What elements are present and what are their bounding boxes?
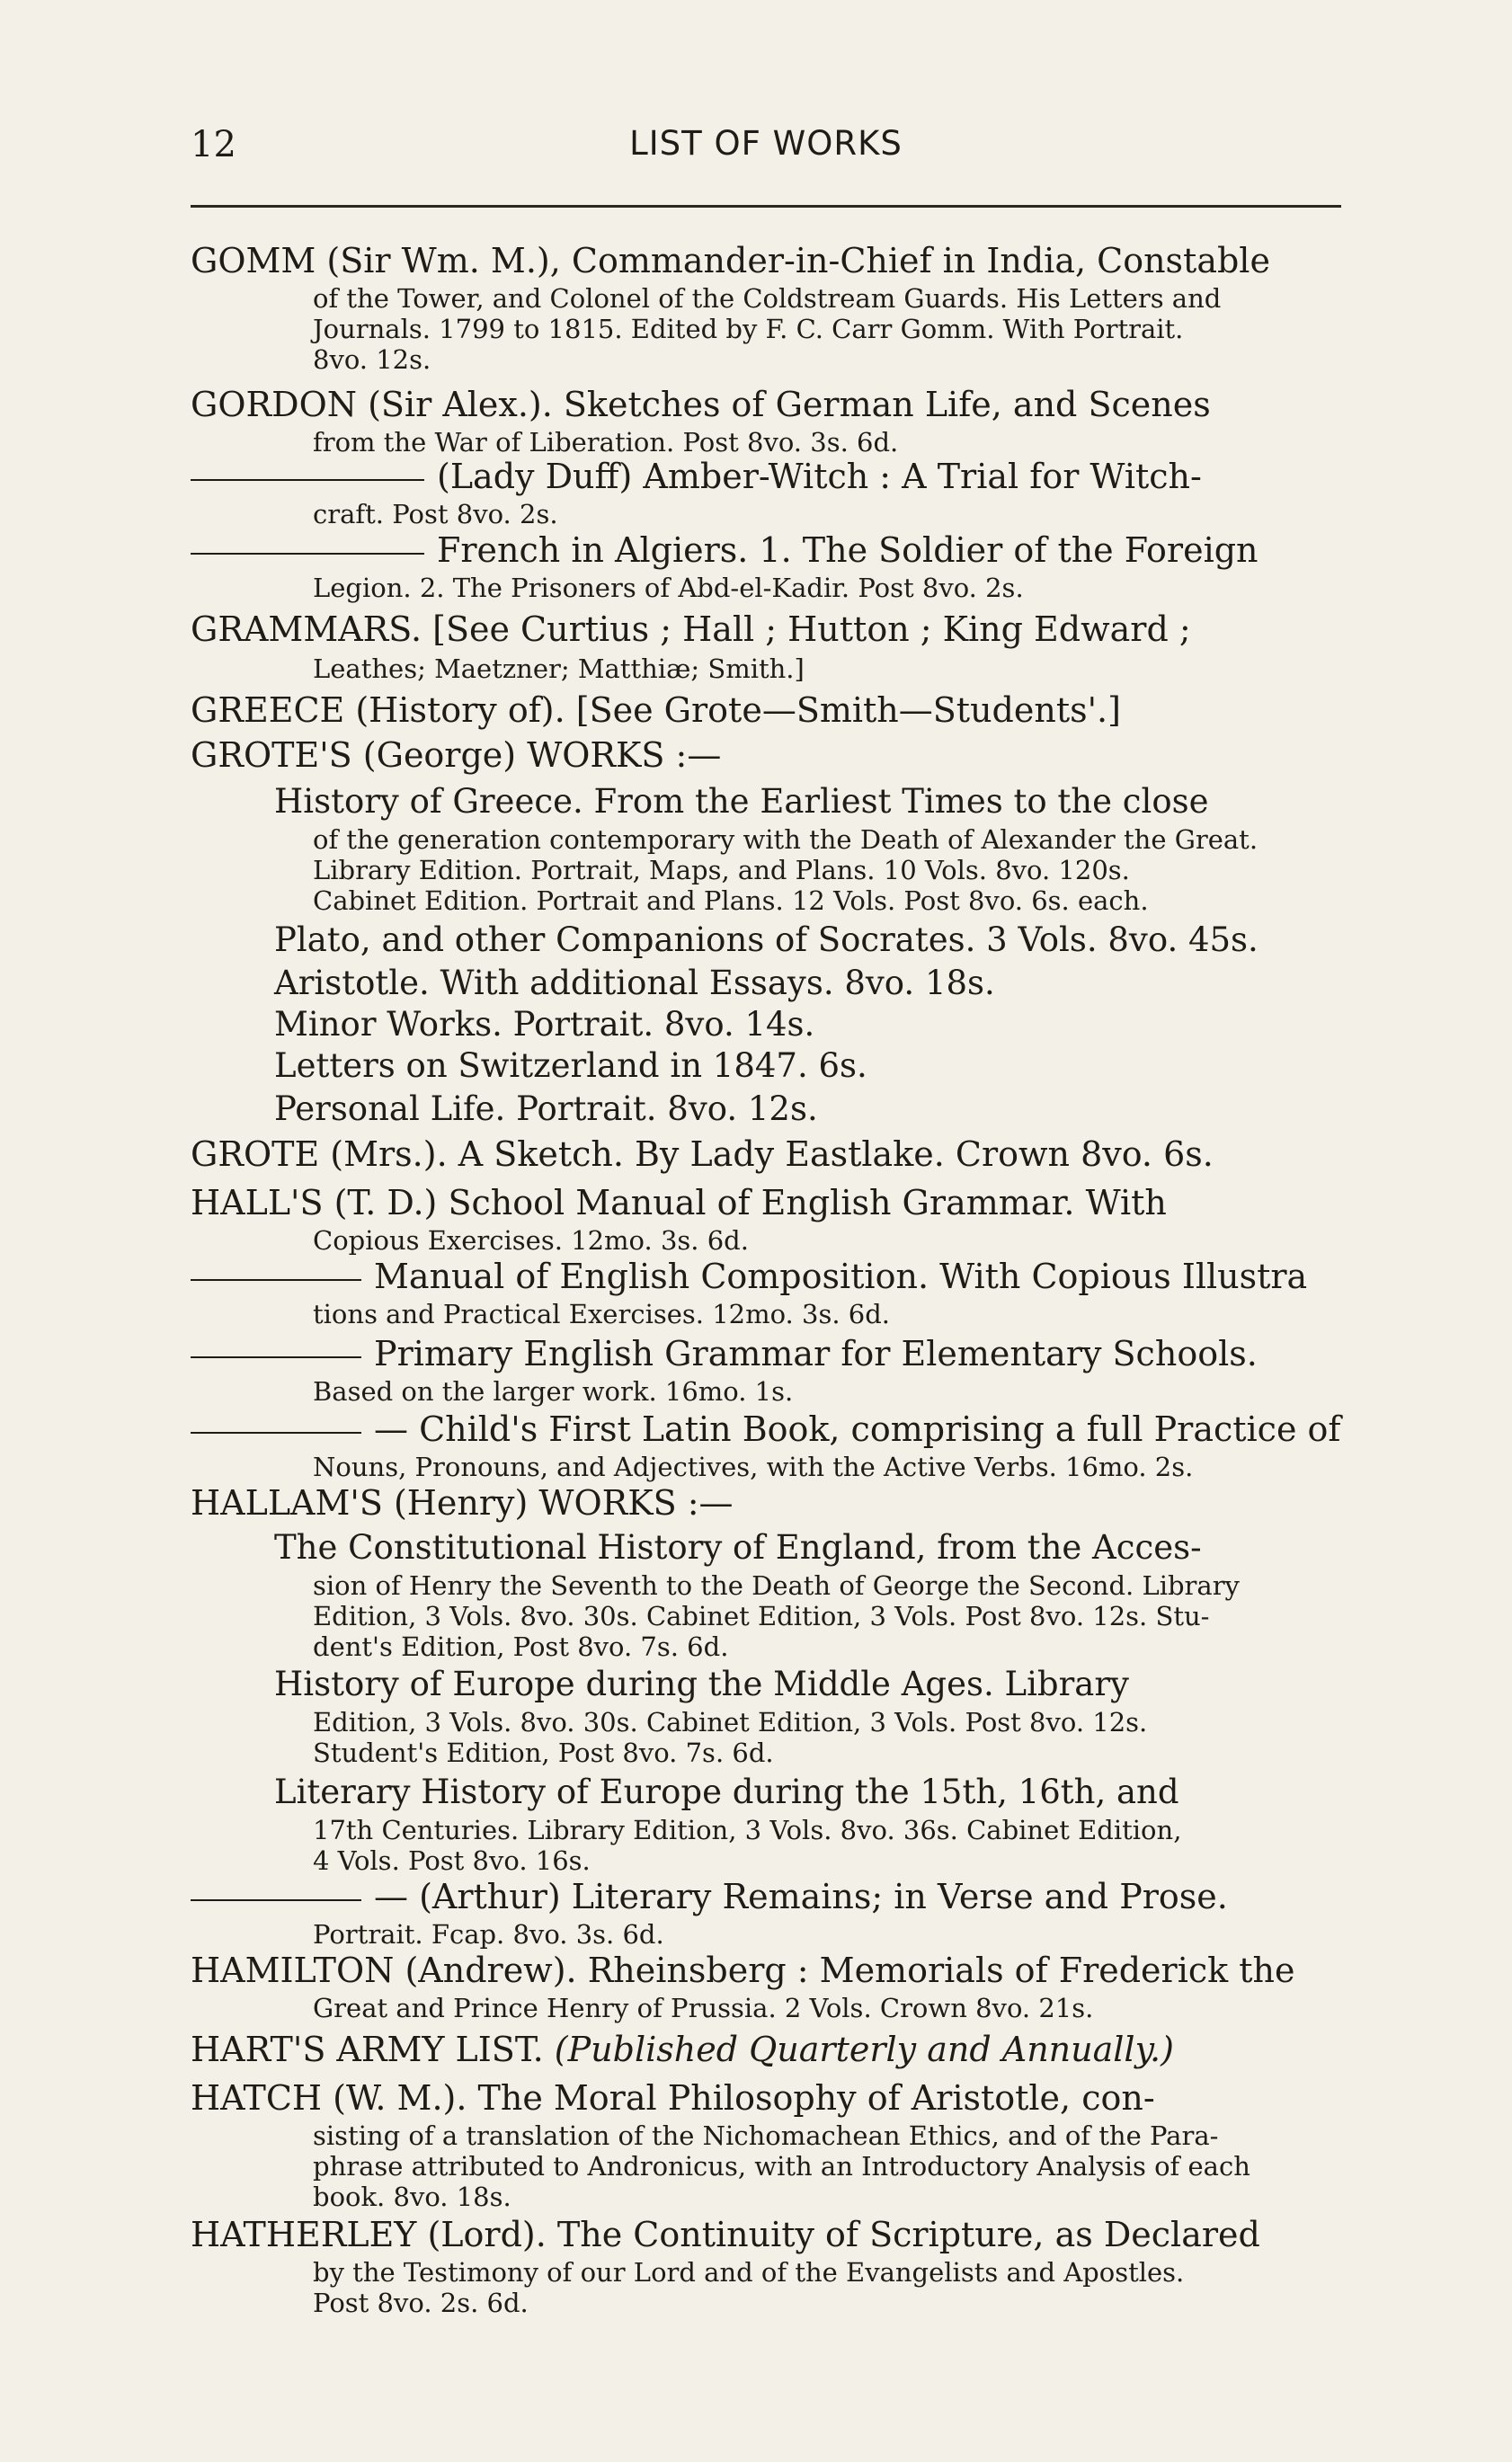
grote-history-line: Cabinet Edition. Portrait and Plans. 12 Vols. Post 8vo. 6s. each. bbox=[313, 885, 1149, 916]
entry-hall-line: Based on the larger work. 16mo. 1s. bbox=[313, 1376, 794, 1407]
running-head: LIST OF WORKS bbox=[629, 124, 903, 163]
page-number: 12 bbox=[191, 124, 236, 165]
entry-hall-line: tions and Practical Exercises. 12mo. 3s. 6d. bbox=[313, 1299, 890, 1329]
entry-hall-line: Copious Exercises. 12mo. 3s. 6d. bbox=[313, 1225, 749, 1256]
ditto-dash bbox=[191, 1279, 361, 1281]
entry-hallam-arthur: — (Arthur) Literary Remains; in Verse and Prose. bbox=[191, 1877, 1228, 1916]
entry-gordon-line: from the War of Liberation. Post 8vo. 3s. 6d. bbox=[313, 427, 899, 458]
grote-aristotle: Aristotle. With additional Essays. 8vo. 18s. bbox=[274, 964, 995, 1002]
entry-hall-title: HALL'S (T. D.) School Manual of English Grammar. With bbox=[191, 1183, 1167, 1222]
hallam-constitutional-line: Edition, 3 Vols. 8vo. 30s. Cabinet Edition, 3 Vols. Post 8vo. 12s. Stu- bbox=[313, 1601, 1210, 1631]
entry-gordon-line: craft. Post 8vo. 2s. bbox=[313, 499, 558, 529]
entry-hatherley-line: by the Testimony of our Lord and of the Evangelists and Apostles. bbox=[313, 2257, 1185, 2288]
entry-hart-title: HART'S ARMY LIST. (Published Quarterly and Annually.) bbox=[191, 2030, 1174, 2069]
grote-history-title: History of Greece. From the Earliest Times to the close bbox=[274, 782, 1209, 821]
grote-letters: Letters on Switzerland in 1847. 6s. bbox=[274, 1046, 867, 1085]
entry-gordon-duff: (Lady Duff) Amber-Witch : A Trial for Witch- bbox=[191, 457, 1202, 496]
hallam-middle-ages: History of Europe during the Middle Ages. Library bbox=[274, 1665, 1129, 1703]
entry-hamilton-title: HAMILTON (Andrew). Rheinsberg : Memorials of Frederick the bbox=[191, 1951, 1295, 1990]
ditto-dash bbox=[191, 553, 424, 555]
entry-hatch-line: phrase attributed to Andronicus, with an Introductory Analysis of each bbox=[313, 2151, 1250, 2182]
ditto-dash bbox=[191, 1356, 361, 1358]
hart-note: (Published Quarterly and Annually.) bbox=[554, 2030, 1174, 2069]
hallam-constitutional: The Constitutional History of England, from the Acces- bbox=[274, 1528, 1202, 1567]
hallam-middle-ages-line: Student's Edition, Post 8vo. 7s. 6d. bbox=[313, 1738, 774, 1768]
entry-gomm-title: GOMM (Sir Wm. M.), Commander-in-Chief in India, Constable bbox=[191, 241, 1270, 280]
ditto-dash bbox=[191, 479, 424, 481]
hallam-literary-history: Literary History of Europe during the 15th, 16th, and bbox=[274, 1773, 1179, 1811]
entry-hatch-title: HATCH (W. M.). The Moral Philosophy of Aristotle, con- bbox=[191, 2078, 1155, 2118]
entry-grammars-line: Leathes; Maetzner; Matthiæ; Smith.] bbox=[313, 653, 805, 684]
hallam-constitutional-line: dent's Edition, Post 8vo. 7s. 6d. bbox=[313, 1631, 729, 1662]
grote-history-line: Library Edition. Portrait, Maps, and Plans. 10 Vols. 8vo. 120s. bbox=[313, 855, 1130, 885]
ditto-dash bbox=[191, 1899, 361, 1901]
entry-gomm-line: of the Tower, and Colonel of the Coldstream Guards. His Letters and bbox=[313, 283, 1222, 314]
hallam-arthur-line: Portrait. Fcap. 8vo. 3s. 6d. bbox=[313, 1919, 664, 1950]
entry-greece-title: GREECE (History of). [See Grote—Smith—Students'.] bbox=[191, 690, 1121, 730]
entry-grammars-title: GRAMMARS. [See Curtius ; Hall ; Hutton ; King Edward ; bbox=[191, 609, 1191, 649]
entry-gomm-line: Journals. 1799 to 1815. Edited by F. C. Carr Gomm. With Portrait. bbox=[313, 314, 1184, 344]
page-header bbox=[191, 124, 1341, 169]
grote-personal-life: Personal Life. Portrait. 8vo. 12s. bbox=[274, 1089, 818, 1128]
hallam-constitutional-line: sion of Henry the Seventh to the Death of George the Second. Library bbox=[313, 1570, 1240, 1601]
entry-hallam-heading: HALLAM'S (Henry) WORKS :— bbox=[191, 1483, 734, 1523]
entry-hatherley-title: HATHERLEY (Lord). The Continuity of Scripture, as Declared bbox=[191, 2215, 1260, 2254]
hallam-literary-line: 17th Centuries. Library Edition, 3 Vols. 8vo. 36s. Cabinet Edition, bbox=[313, 1815, 1182, 1845]
entry-gordon-line: Legion. 2. The Prisoners of Abd-el-Kadir. Post 8vo. 2s. bbox=[313, 573, 1024, 603]
ditto-dash bbox=[191, 1432, 361, 1434]
hallam-middle-ages-line: Edition, 3 Vols. 8vo. 30s. Cabinet Edition, 3 Vols. Post 8vo. 12s. bbox=[313, 1707, 1148, 1738]
entry-hatherley-line: Post 8vo. 2s. 6d. bbox=[313, 2288, 529, 2318]
grote-plato: Plato, and other Companions of Socrates. 3 Vols. 8vo. 45s. bbox=[274, 920, 1259, 959]
hallam-literary-line: 4 Vols. Post 8vo. 16s. bbox=[313, 1845, 591, 1876]
entry-hall-primary: Primary English Grammar for Elementary Schools. bbox=[191, 1334, 1258, 1373]
header-rule bbox=[191, 205, 1341, 208]
entry-gordon-french: French in Algiers. 1. The Soldier of the Foreign bbox=[191, 530, 1259, 570]
entry-gordon-title: GORDON (Sir Alex.). Sketches of German Life, and Scenes bbox=[191, 385, 1211, 424]
grote-minor-works: Minor Works. Portrait. 8vo. 14s. bbox=[274, 1005, 815, 1044]
entry-grote-works-heading: GROTE'S (George) WORKS :— bbox=[191, 735, 722, 775]
grote-history-line: of the generation contemporary with the Death of Alexander the Great. bbox=[313, 824, 1259, 855]
entry-hatch-line: book. 8vo. 18s. bbox=[313, 2182, 511, 2212]
entry-hamilton-line: Great and Prince Henry of Prussia. 2 Vols. Crown 8vo. 21s. bbox=[313, 1993, 1094, 2023]
entry-gomm-line: 8vo. 12s. bbox=[313, 344, 431, 375]
entry-hall-line: Nouns, Pronouns, and Adjectives, with the Active Verbs. 16mo. 2s. bbox=[313, 1452, 1194, 1482]
entry-grote-mrs-title: GROTE (Mrs.). A Sketch. By Lady Eastlake. Crown 8vo. 6s. bbox=[191, 1134, 1214, 1174]
entry-hall-latin: — Child's First Latin Book, comprising a full Practice of bbox=[191, 1409, 1340, 1449]
entry-hall-composition: Manual of English Composition. With Copious Illustra bbox=[191, 1257, 1307, 1296]
entry-hatch-line: sisting of a translation of the Nichomachean Ethics, and of the Para- bbox=[313, 2120, 1219, 2151]
